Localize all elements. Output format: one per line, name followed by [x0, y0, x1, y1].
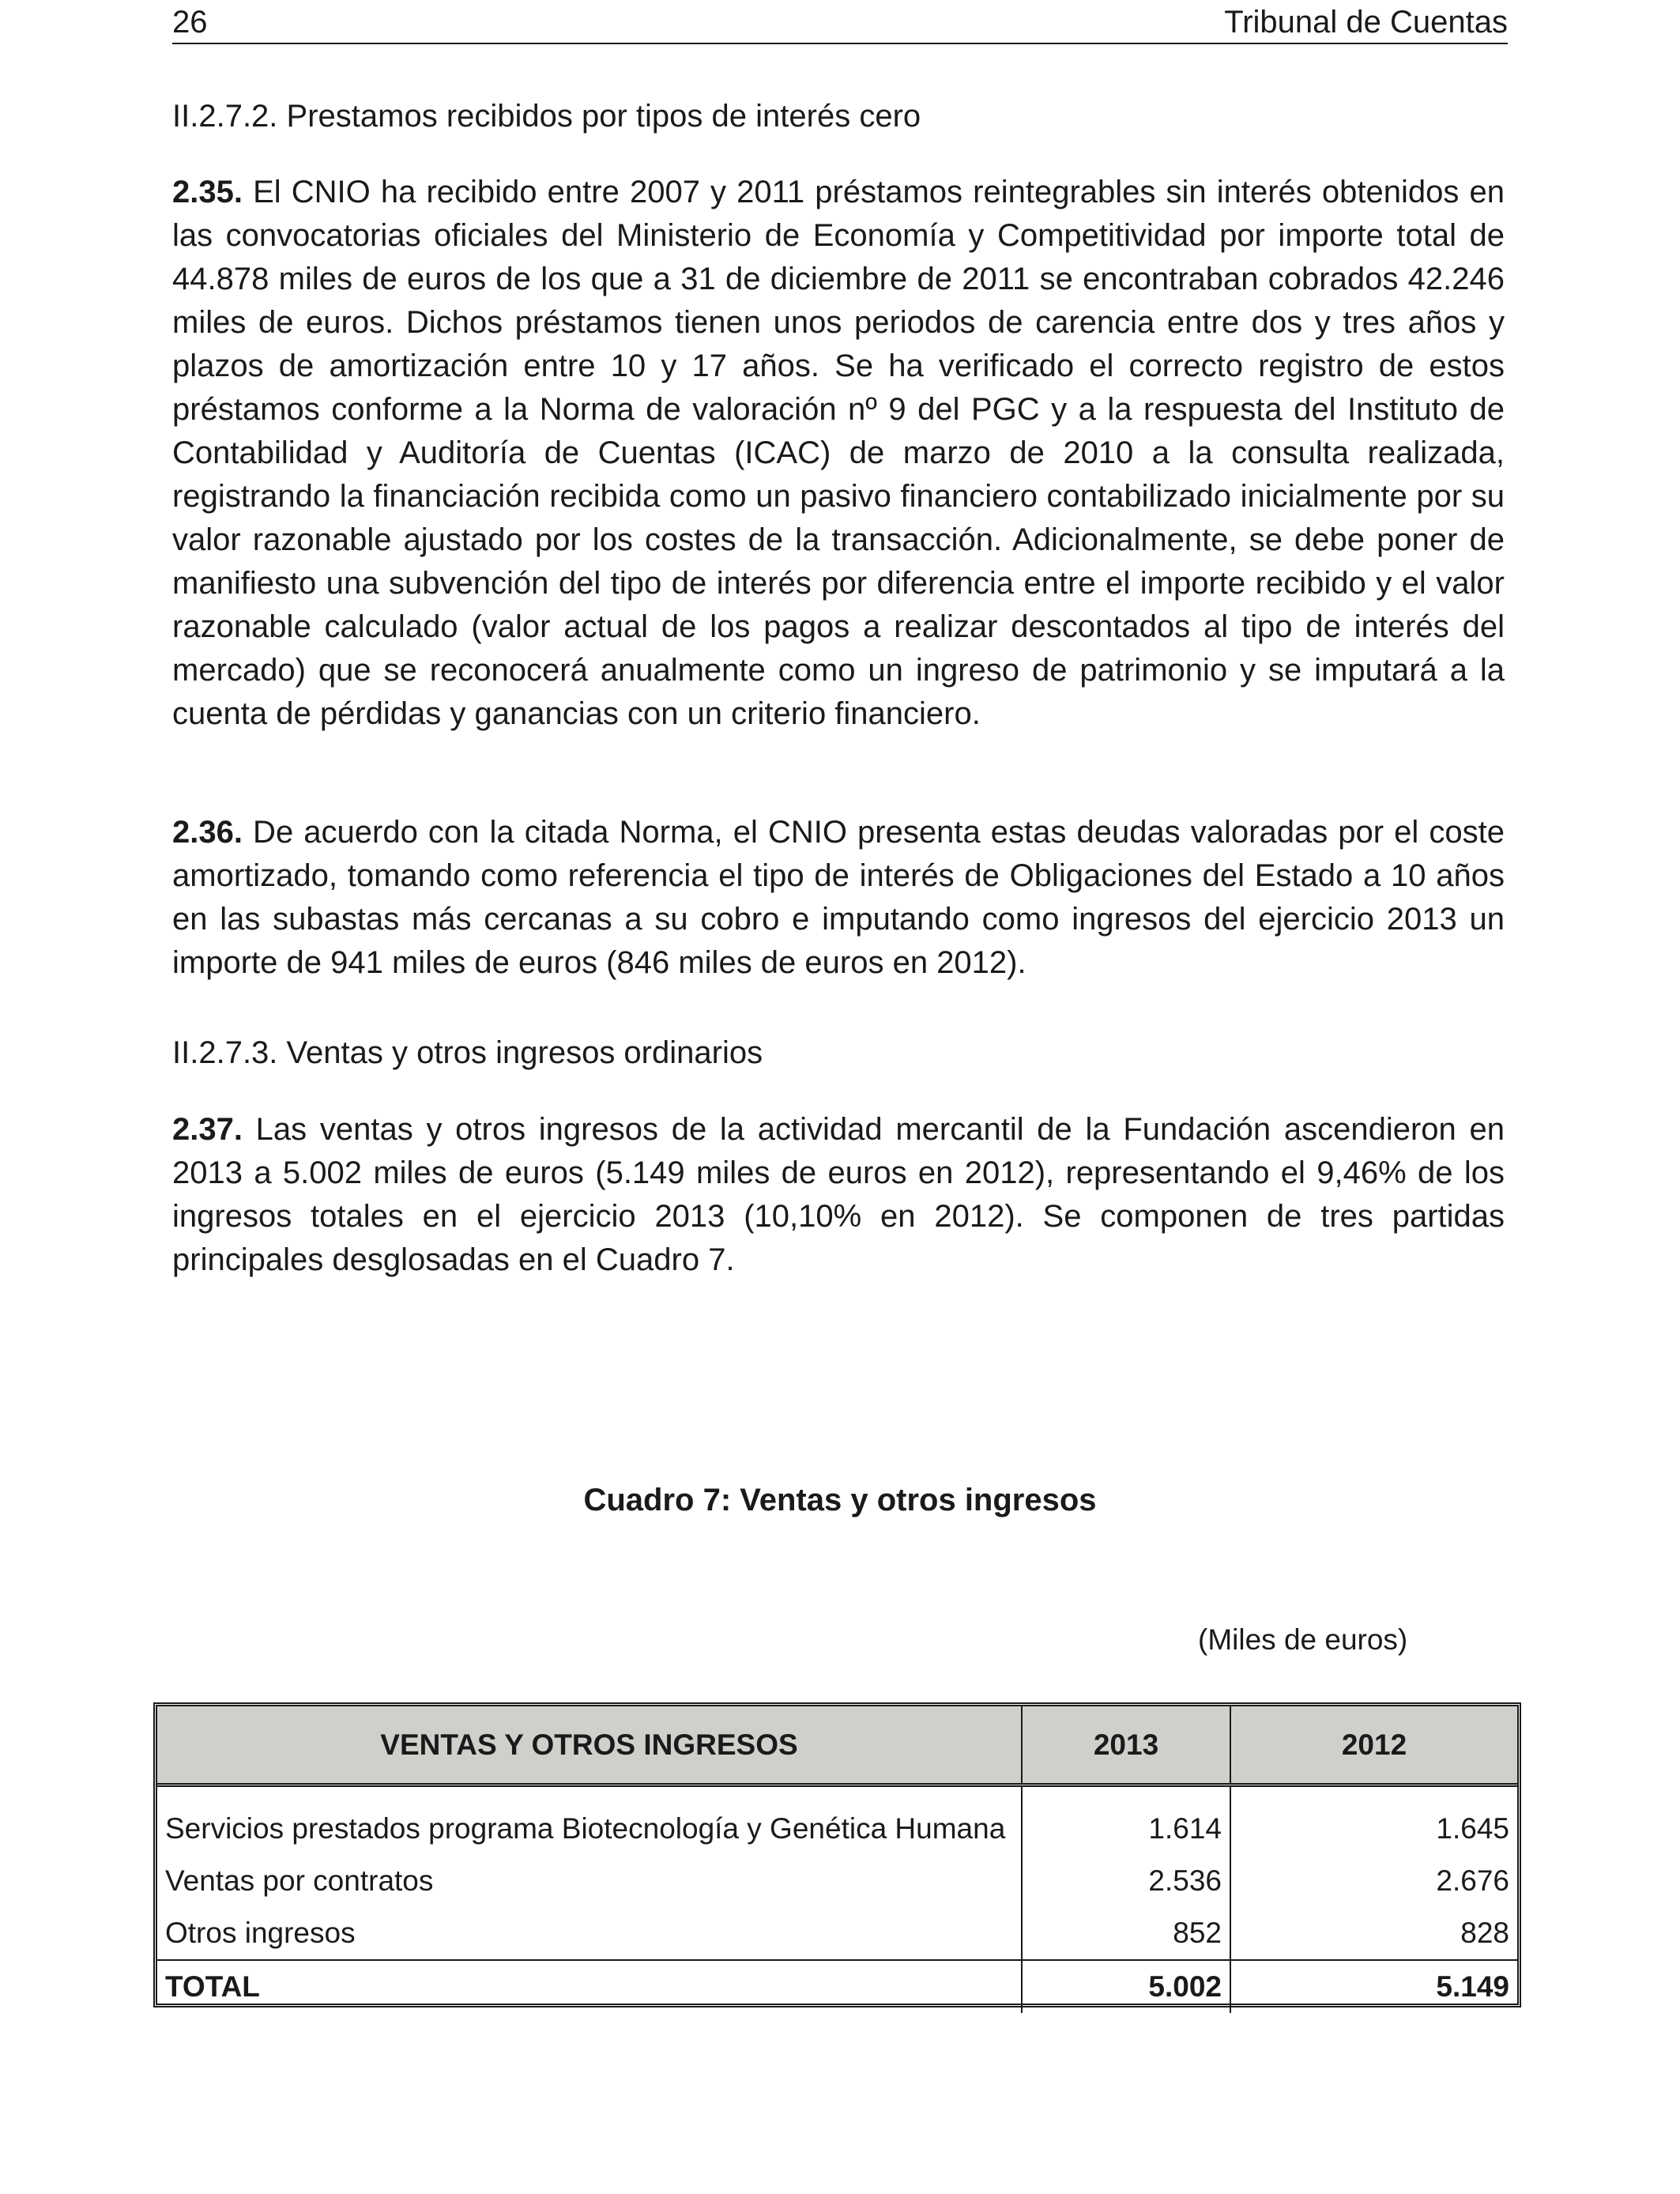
page-number: 26	[172, 4, 208, 40]
row-label: Servicios prestados programa Biotecnología y Genética Humana	[157, 1785, 1022, 1856]
total-label: TOTAL	[157, 1960, 1022, 2013]
value-2012: 828	[1460, 1917, 1509, 1949]
value-2013: 852	[1022, 1907, 1230, 1960]
table-title: Cuadro 7: Ventas y otros ingresos	[583, 1483, 1097, 1517]
column-header-concept: VENTAS Y OTROS INGRESOS	[157, 1706, 1022, 1785]
paragraph-text: De acuerdo con la citada Norma, el CNIO presenta estas deudas valoradas por el coste amortizado, tomando como referencia el tipo de interés de Obligaciones del Estado a 10 años en las subastas más cercanas a su cobro e imputando como ingresos del ejercicio 2013 un importe de 941 miles de euros (846 miles de euros en 2012).	[172, 815, 1505, 980]
paragraph-2-36	[172, 811, 1505, 985]
column-header-2012: 2012	[1230, 1706, 1517, 1785]
paragraph-2-37	[172, 1108, 1505, 1282]
sales-table	[153, 1702, 1521, 2007]
table-units: (Miles de euros)	[1198, 1623, 1408, 1656]
table-row	[157, 1785, 1517, 1856]
value-2013: 2.536	[1022, 1855, 1230, 1907]
table-header-row	[157, 1706, 1517, 1785]
publisher-name: Tribunal de Cuentas	[1224, 4, 1508, 40]
column-header-2013: 2013	[1022, 1706, 1230, 1785]
paragraph-number: 2.36.	[172, 815, 243, 850]
paragraph-number: 2.35.	[172, 175, 243, 209]
value-2013: 1.614	[1022, 1785, 1230, 1856]
value-2012: 1.645	[1436, 1812, 1509, 1845]
total-2013: 5.002	[1022, 1960, 1230, 2013]
paragraph-2-35	[172, 171, 1505, 736]
paragraph-text: Las ventas y otros ingresos de la actividad mercantil de la Fundación ascendieron en 2013 a 5.002 miles de euros (5.149 miles de euros en 2012), representando el 9,46% de los ingresos totales en el ejercicio 2013 (10,10% en 2012). Se componen de tres partidas principales desglosadas en el Cuadro 7.	[172, 1112, 1505, 1277]
page-header	[172, 2, 1508, 44]
total-2012: 5.149	[1230, 1960, 1517, 2013]
table-row	[157, 1855, 1517, 1907]
paragraph-text: El CNIO ha recibido entre 2007 y 2011 préstamos reintegrables sin interés obtenidos en las convocatorias oficiales del Ministerio de Economía y Competitividad por importe total de 44.878 miles de euros de los que a 31 de diciembre de 2011 se encontraban cobrados 42.246 miles de euros. Dichos préstamos tienen unos periodos de carencia entre dos y tres años y plazos de amortización entre 10 y 17 años. Se ha verificado el correcto registro de estos préstamos conforme a la Norma de valoración nº 9 del PGC y a la respuesta del Instituto de Contabilidad y Auditoría de Cuentas (ICAC) de marzo de 2010 a la consulta realizada, registrando la financiación recibida como un pasivo financiero contabilizado inicialmente por su valor razonable ajustado por los costes de la transacción. Adicionalmente, se debe poner de manifiesto una subvención del tipo de interés por diferencia entre el importe recibido y el valor razonable calculado (valor actual de los pagos a realizar descontados al tipo de interés del mercado) que se reconocerá anualmente como un ingreso de patrimonio y se imputará a la cuenta de pérdidas y ganancias con un criterio financiero.	[172, 175, 1505, 731]
paragraph-number: 2.37.	[172, 1112, 243, 1147]
section-heading-2-7-3: II.2.7.3. Ventas y otros ingresos ordinarios	[172, 1035, 763, 1070]
row-label: Otros ingresos	[157, 1907, 1022, 1960]
section-heading-2-7-2: II.2.7.2. Prestamos recibidos por tipos de interés cero	[172, 99, 921, 134]
value-2012: 2.676	[1436, 1864, 1509, 1897]
table-row	[157, 1907, 1517, 1960]
row-label: Ventas por contratos	[157, 1855, 1022, 1907]
table-total-row	[157, 1960, 1517, 2013]
